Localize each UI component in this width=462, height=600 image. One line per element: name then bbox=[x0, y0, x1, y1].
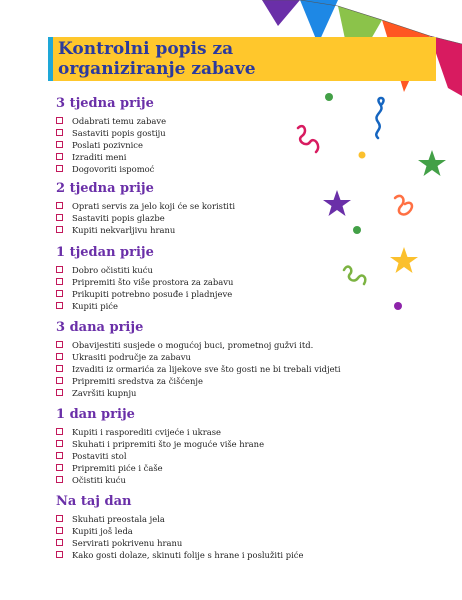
checklist-section bbox=[56, 181, 356, 236]
section-heading: Na taj dan bbox=[56, 494, 132, 509]
checklist-item[interactable] bbox=[56, 375, 356, 387]
checklist-item[interactable] bbox=[56, 127, 356, 139]
item-label: Pripremiti što više prostora za zabavu bbox=[72, 277, 234, 287]
item-label: Postaviti stol bbox=[72, 451, 127, 461]
item-label: Prikupiti potrebno posuđe i pladnjeve bbox=[72, 289, 233, 299]
checkbox-icon[interactable] bbox=[56, 141, 63, 148]
confetti-dot bbox=[359, 152, 366, 159]
item-label: Kupiti još leda bbox=[72, 526, 133, 536]
item-label: Pripremiti sredstva za čišćenje bbox=[72, 376, 203, 386]
checkbox-icon[interactable] bbox=[56, 377, 63, 384]
checklist-item[interactable] bbox=[56, 438, 356, 450]
checklist-item[interactable] bbox=[56, 426, 356, 438]
item-label: Kupiti piće bbox=[72, 301, 118, 311]
checklist-item[interactable] bbox=[56, 276, 356, 288]
checklist-item[interactable] bbox=[56, 288, 356, 300]
checkbox-icon[interactable] bbox=[56, 440, 63, 447]
checkbox-icon[interactable] bbox=[56, 226, 63, 233]
checklist-item[interactable] bbox=[56, 537, 356, 549]
item-label: Oprati servis za jelo koji će se koristiti bbox=[72, 201, 236, 211]
checklist-item[interactable] bbox=[56, 387, 356, 399]
item-label: Kako gosti dolaze, skinuti folije s hrane i poslužiti piće bbox=[72, 550, 304, 560]
item-label: Izvaditi iz ormarića za lijekove sve što gosti ne bi trebali vidjeti bbox=[72, 364, 341, 374]
checklist-section bbox=[56, 245, 356, 312]
section-heading: 2 tjedna prije bbox=[56, 181, 154, 196]
item-label: Sastaviti popis glazbe bbox=[72, 213, 165, 223]
page-title: Kontrolni popis za organiziranje zabave bbox=[58, 39, 256, 79]
checkbox-icon[interactable] bbox=[56, 428, 63, 435]
item-label: Servirati pokrivenu hranu bbox=[72, 538, 183, 548]
checklist-item[interactable] bbox=[56, 115, 356, 127]
checklist-item[interactable] bbox=[56, 351, 356, 363]
checklist-item[interactable] bbox=[56, 525, 356, 537]
checkbox-icon[interactable] bbox=[56, 214, 63, 221]
checkbox-icon[interactable] bbox=[56, 452, 63, 459]
item-label: Sastaviti popis gostiju bbox=[72, 128, 166, 138]
confetti-star-yellow bbox=[390, 247, 418, 273]
item-label: Izraditi meni bbox=[72, 152, 127, 162]
confetti-streamer bbox=[376, 98, 383, 138]
confetti-star-green bbox=[418, 150, 446, 176]
item-label: Očistiti kuću bbox=[72, 475, 126, 485]
title-accent bbox=[48, 37, 53, 81]
checkbox-icon[interactable] bbox=[56, 527, 63, 534]
checklist-item[interactable] bbox=[56, 224, 356, 236]
item-label: Završiti kupnju bbox=[72, 388, 137, 398]
checkbox-icon[interactable] bbox=[56, 266, 63, 273]
item-label: Ukrasiti područje za zabavu bbox=[72, 352, 191, 362]
item-label: Skuhati preostala jela bbox=[72, 514, 165, 524]
checkbox-icon[interactable] bbox=[56, 341, 63, 348]
checklist-item[interactable] bbox=[56, 163, 356, 175]
checkbox-icon[interactable] bbox=[56, 365, 63, 372]
item-label: Kupiti i rasporediti cvijeće i ukrase bbox=[72, 427, 221, 437]
checklist-item[interactable] bbox=[56, 339, 356, 351]
checkbox-icon[interactable] bbox=[56, 551, 63, 558]
section-heading: 1 tjedan prije bbox=[56, 245, 154, 260]
checkbox-icon[interactable] bbox=[56, 290, 63, 297]
checkbox-icon[interactable] bbox=[56, 389, 63, 396]
checkbox-icon[interactable] bbox=[56, 153, 63, 160]
item-label: Skuhati i pripremiti što je moguće više hrane bbox=[72, 439, 265, 449]
checklist-section bbox=[56, 494, 356, 561]
checklist-section bbox=[56, 320, 356, 399]
checklist-section bbox=[56, 407, 356, 486]
checklist-item[interactable] bbox=[56, 450, 356, 462]
checklist-item[interactable] bbox=[56, 300, 356, 312]
checklist-item[interactable] bbox=[56, 474, 356, 486]
checklist-item[interactable] bbox=[56, 212, 356, 224]
item-label: Dogovoriti ispomoć bbox=[72, 164, 155, 174]
checkbox-icon[interactable] bbox=[56, 129, 63, 136]
item-label: Odabrati temu zabave bbox=[72, 116, 167, 126]
confetti-dot bbox=[394, 302, 402, 310]
confetti-streamer bbox=[395, 196, 412, 215]
item-label: Kupiti nekvarljivu hranu bbox=[72, 225, 176, 235]
checkbox-icon[interactable] bbox=[56, 302, 63, 309]
item-label: Pripremiti piće i čaše bbox=[72, 463, 163, 473]
section-heading: 3 tjedna prije bbox=[56, 96, 154, 111]
checkbox-icon[interactable] bbox=[56, 165, 63, 172]
checklist-section bbox=[56, 96, 356, 175]
checkbox-icon[interactable] bbox=[56, 353, 63, 360]
checklist-item[interactable] bbox=[56, 513, 356, 525]
checkbox-icon[interactable] bbox=[56, 515, 63, 522]
checklist-item[interactable] bbox=[56, 549, 356, 561]
checkbox-icon[interactable] bbox=[56, 117, 63, 124]
checkbox-icon[interactable] bbox=[56, 202, 63, 209]
checkbox-icon[interactable] bbox=[56, 278, 63, 285]
checkbox-icon[interactable] bbox=[56, 476, 63, 483]
checklist-item[interactable] bbox=[56, 200, 356, 212]
bunting-flag-purple bbox=[262, 0, 300, 26]
item-label: Obavijestiti susjede o mogućoj buci, prometnoj gužvi itd. bbox=[72, 340, 314, 350]
checkbox-icon[interactable] bbox=[56, 539, 63, 546]
checklist-item[interactable] bbox=[56, 462, 356, 474]
checklist-item[interactable] bbox=[56, 139, 356, 151]
checkbox-icon[interactable] bbox=[56, 464, 63, 471]
section-heading: 3 dana prije bbox=[56, 320, 144, 335]
item-label: Dobro očistiti kuću bbox=[72, 265, 153, 275]
section-heading: 1 dan prije bbox=[56, 407, 135, 422]
checklist-item[interactable] bbox=[56, 151, 356, 163]
item-label: Poslati pozivnice bbox=[72, 140, 143, 150]
checklist-item[interactable] bbox=[56, 264, 356, 276]
checklist-item[interactable] bbox=[56, 363, 356, 375]
